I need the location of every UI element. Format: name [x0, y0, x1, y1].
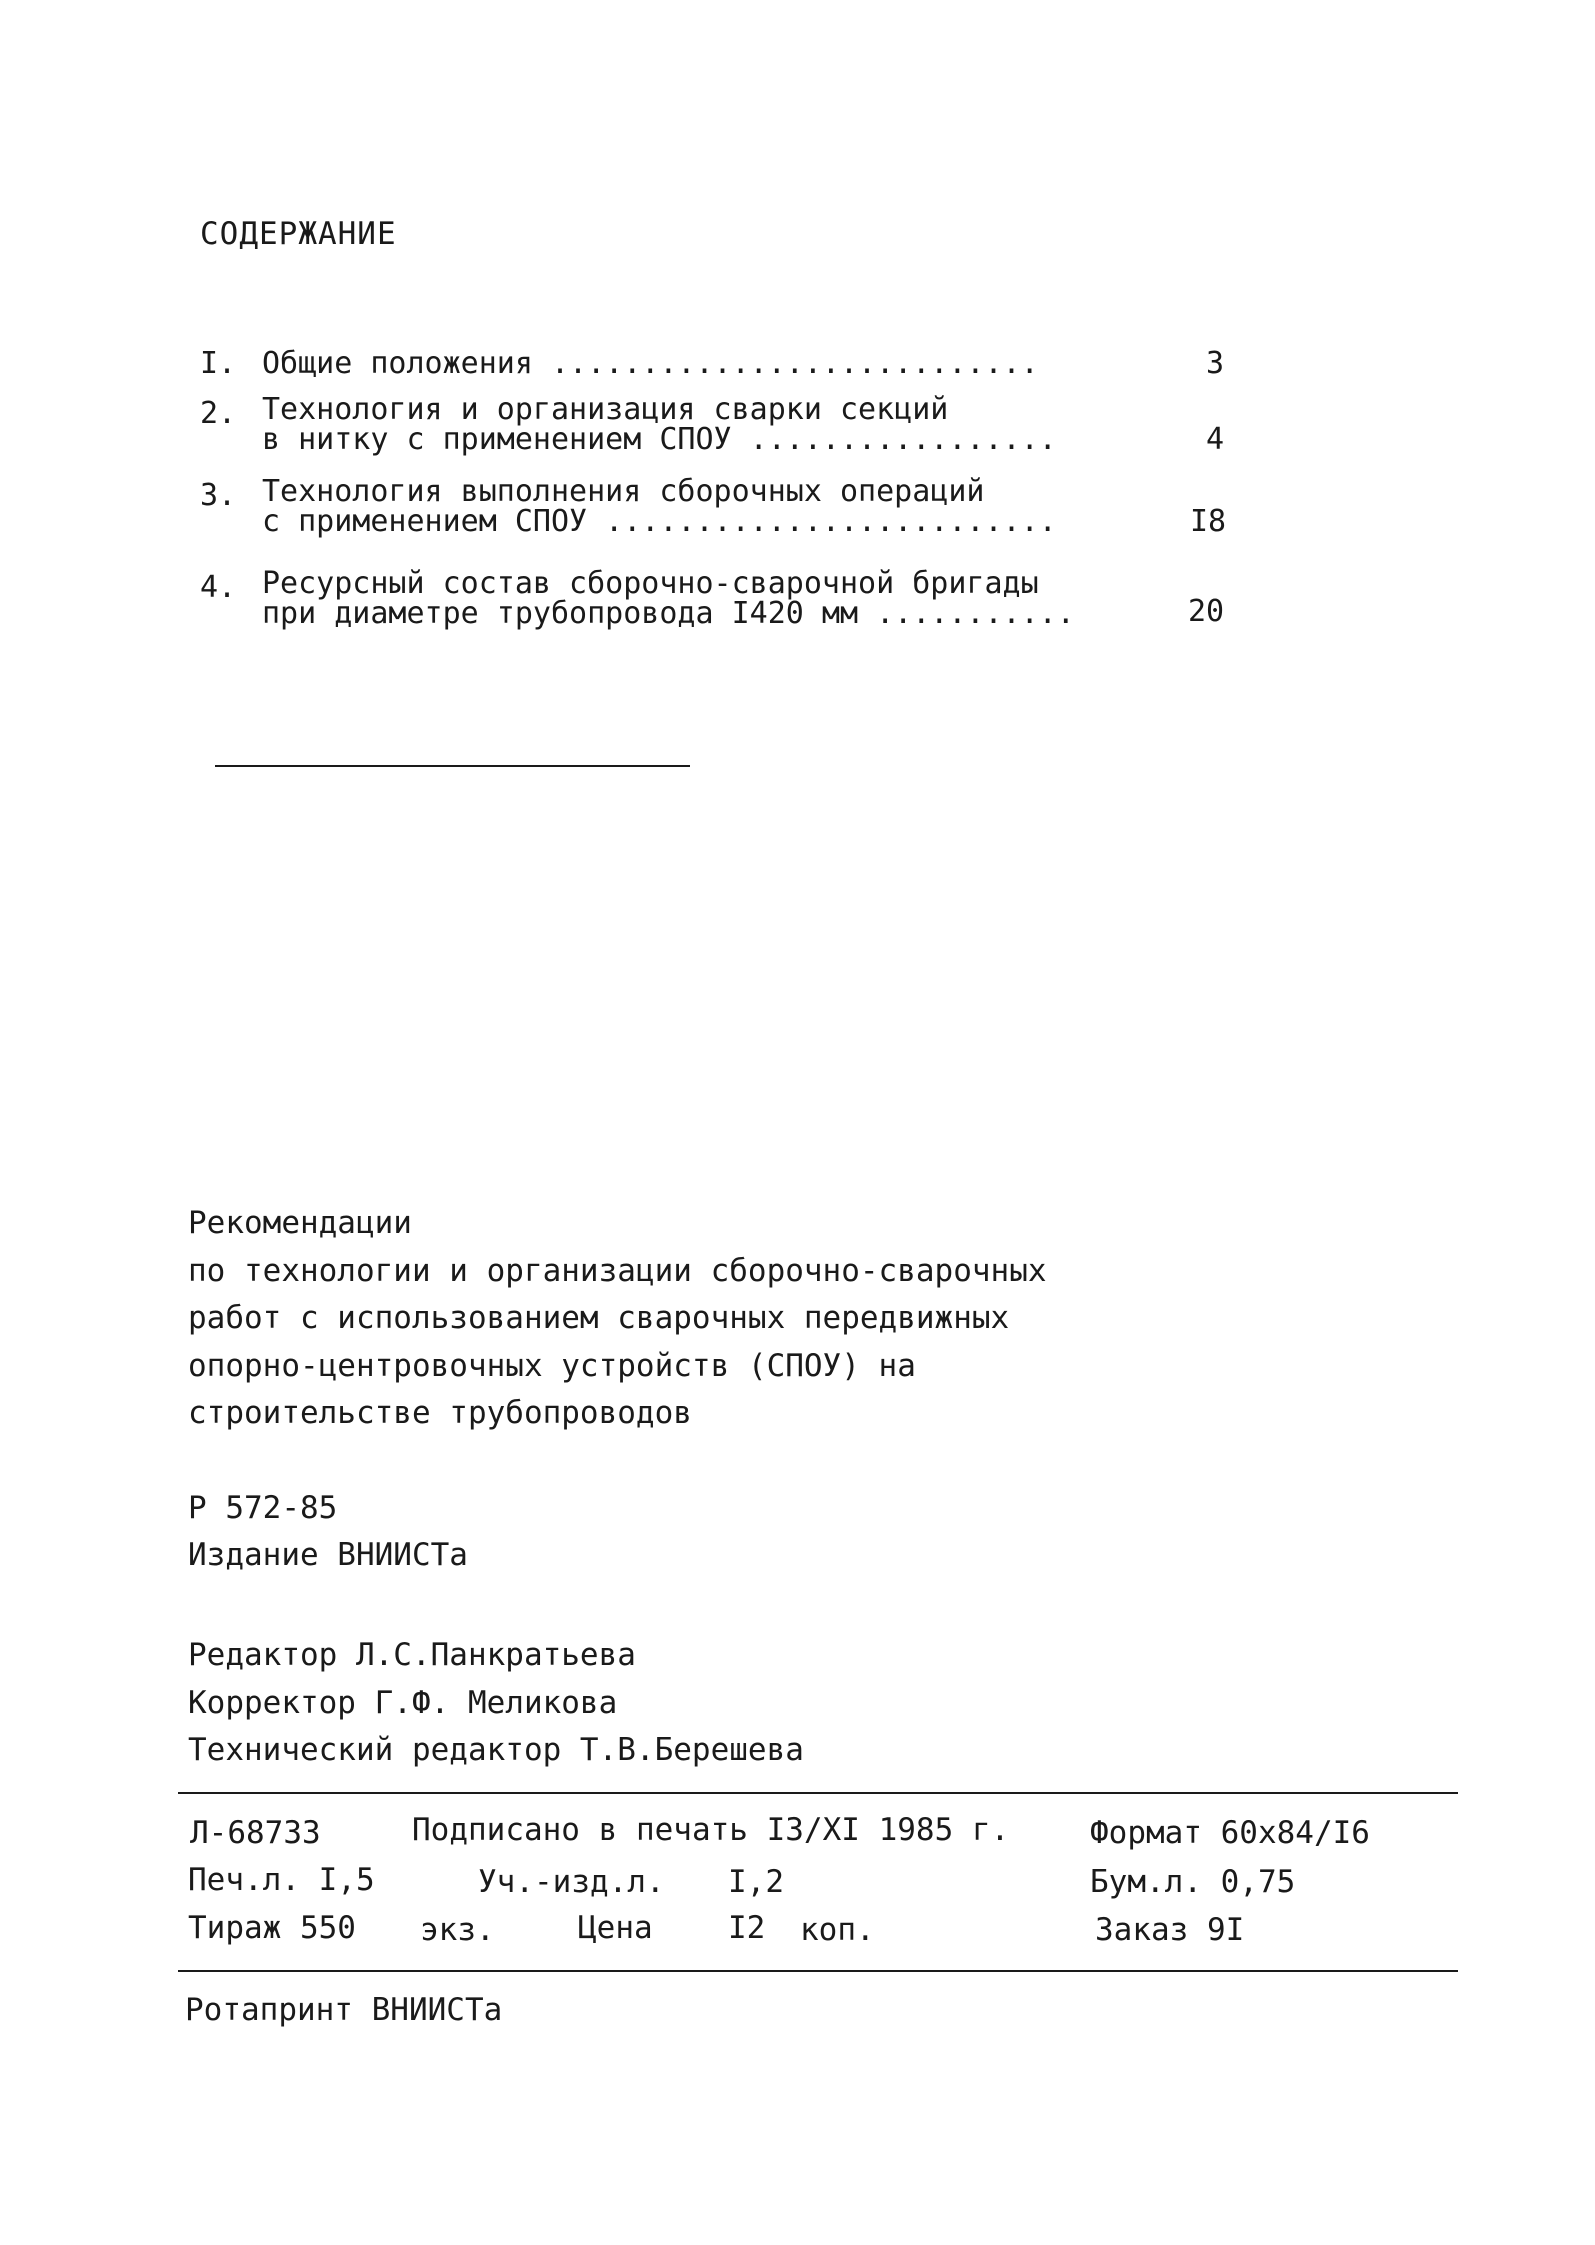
- toc-item-2-line-2: в нитку с применением СПОУ .................: [262, 422, 1057, 457]
- rec-line-2: по технологии и организации сборочно-сварочных: [188, 1253, 1047, 1289]
- rec-line-3: работ с использованием сварочных передвижных: [188, 1300, 1010, 1336]
- toc-item-2-page: 4: [1206, 422, 1225, 457]
- toc-title: СОДЕРЖАНИЕ: [200, 216, 397, 252]
- format: Формат 60x84/I6: [1090, 1815, 1370, 1851]
- corrector-line: Корректор Г.Ф. Меликова: [188, 1685, 618, 1721]
- acc-sheets-label: Уч.-изд.л.: [478, 1864, 665, 1900]
- copies-unit: экз.: [420, 1912, 495, 1948]
- toc-item-4-number: 4.: [200, 570, 237, 605]
- paper-sheets: Бум.л. 0,75: [1090, 1864, 1296, 1900]
- toc-item-3-line-2: с применением СПОУ .........................: [262, 504, 1057, 539]
- imprint-top-rule: [178, 1792, 1458, 1794]
- imprint-bottom-rule: [178, 1970, 1458, 1972]
- order-code: Л-68733: [190, 1815, 321, 1851]
- acc-sheets-value: I,2: [728, 1864, 784, 1900]
- signed-for-print: Подписано в печать I3/XI 1985 г.: [412, 1812, 1010, 1848]
- toc-item-4-line-1: Ресурсный состав сборочно-сварочной бригады: [262, 566, 1039, 601]
- circulation: Тираж 550: [188, 1910, 356, 1946]
- toc-item-3-line-1: Технология выполнения сборочных операций: [262, 474, 985, 509]
- price-unit: коп.: [800, 1912, 875, 1948]
- footer-printer: Ротапринт ВНИИСТа: [185, 1992, 503, 2028]
- price-label: Цена: [578, 1910, 653, 1946]
- edition-line: Издание ВНИИСТа: [188, 1537, 468, 1573]
- toc-item-4-line-2: при диаметре трубопровода I420 мм ...........: [262, 596, 1075, 631]
- toc-item-2-number: 2.: [200, 396, 237, 431]
- rec-line-5: строительстве трубопроводов: [188, 1395, 692, 1431]
- tech-editor-line: Технический редактор Т.В.Берешева: [188, 1732, 804, 1768]
- order-number: Заказ 9I: [1095, 1912, 1245, 1948]
- toc-item-3-number: 3.: [200, 478, 237, 513]
- toc-item-3-page: I8: [1190, 504, 1227, 539]
- rec-line-4: опорно-центровочных устройств (СПОУ) на: [188, 1348, 916, 1384]
- document-code: Р 572-85: [188, 1490, 338, 1526]
- toc-item-4-page: 20: [1188, 594, 1225, 629]
- price-value: I2: [728, 1910, 766, 1946]
- rec-line-1: Рекомендации: [188, 1205, 412, 1241]
- toc-item-1-page: 3: [1206, 346, 1225, 381]
- toc-item-2-line-1: Технология и организация сварки секций: [262, 392, 949, 427]
- separator-rule: [215, 765, 690, 767]
- toc-item-1-line-1: Общие положения ...........................: [262, 346, 1039, 381]
- editor-line: Редактор Л.С.Панкратьева: [188, 1637, 636, 1673]
- print-sheets: Печ.л. I,5: [188, 1862, 375, 1898]
- toc-item-1-number: I.: [200, 346, 237, 381]
